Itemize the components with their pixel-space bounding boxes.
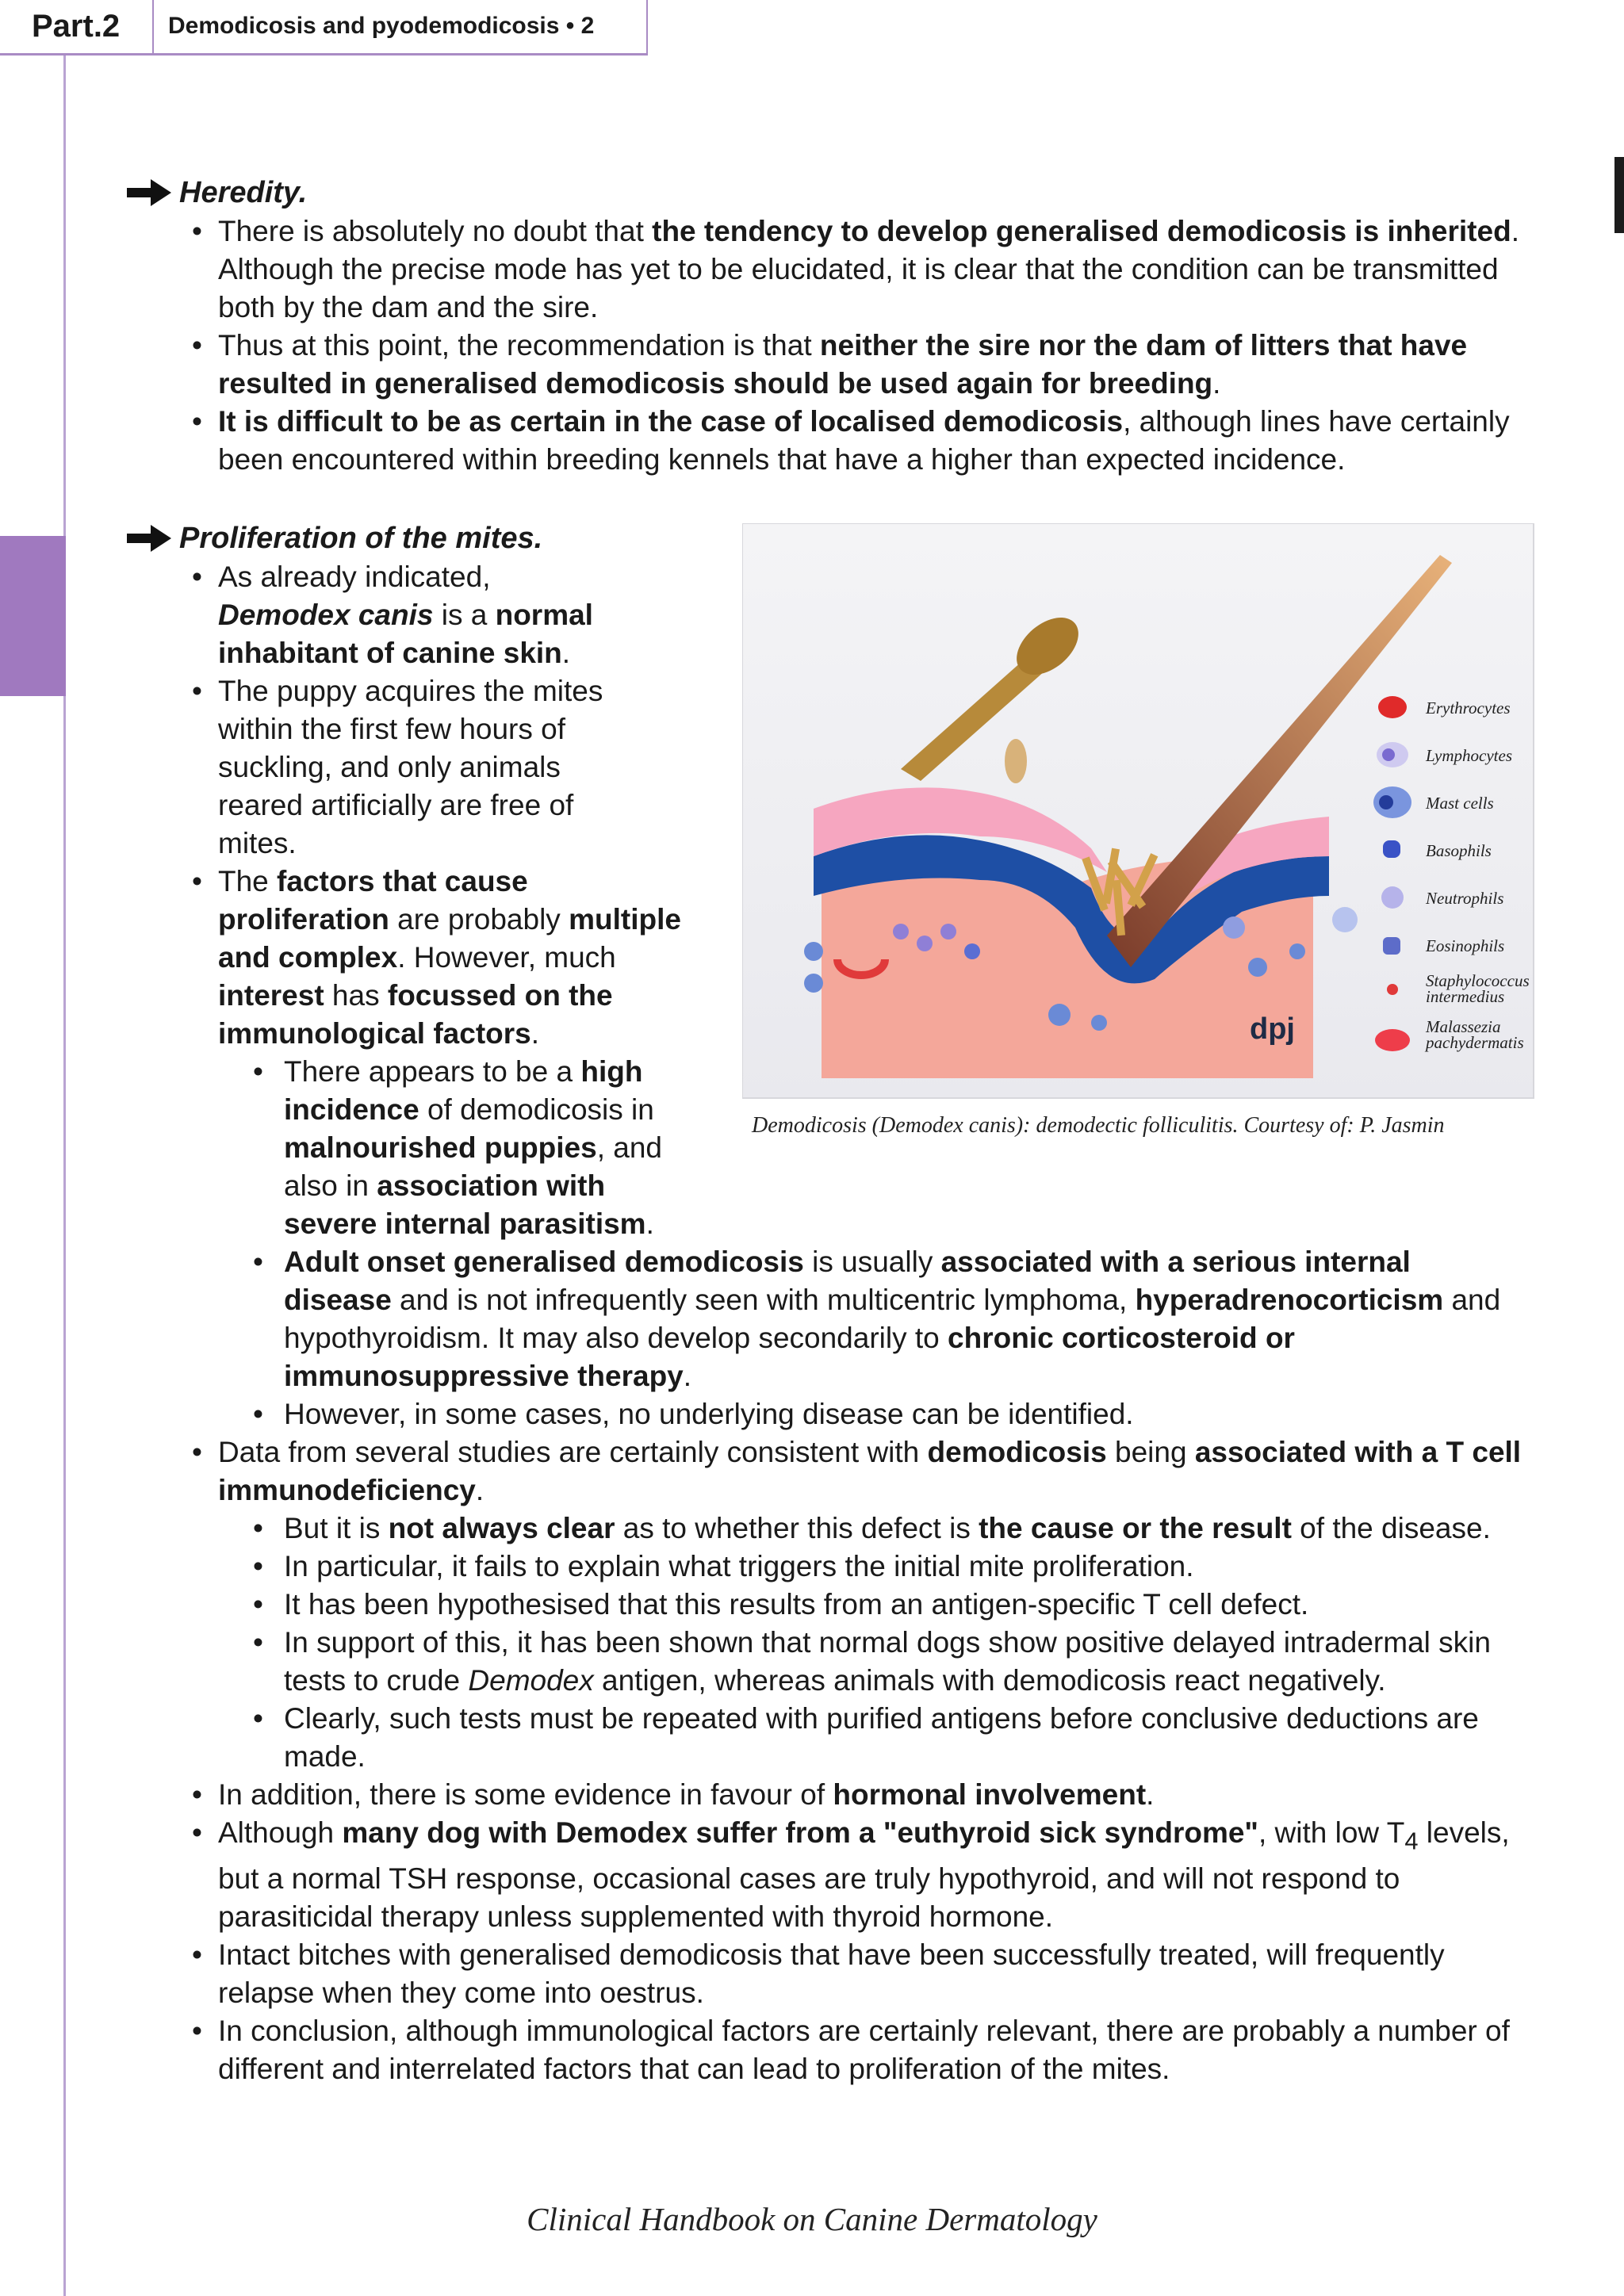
section-title: Proliferation of the mites. (179, 522, 543, 555)
neutrophil-swatch (1381, 886, 1404, 909)
arrow-right-icon (127, 179, 171, 206)
figure-caption: Demodicosis (Demodex canis): demodectic folliculitis. Courtesy of: P. Jasmin (752, 1113, 1445, 1138)
legend-eosinophils: Eosinophils (1426, 936, 1505, 955)
sub-list-item: • But it is not always clear as to whether this defect is the cause or the result of the disease. (253, 1512, 1491, 1544)
legend-mast-cells: Mast cells (1426, 794, 1494, 813)
section-heredity (127, 173, 1522, 479)
legend-basophils: Basophils (1426, 841, 1492, 860)
legend-malassezia: Malassezia (1426, 1017, 1501, 1036)
erythrocyte-swatch (1378, 696, 1407, 718)
sub-list-item: • Clearly, such tests must be repeated with purified antigens before conclusive deductions are made. (253, 1702, 1479, 1773)
eosinophil-swatch (1383, 937, 1400, 955)
list-item: • In conclusion, although immunological factors are certainly relevant, there are probably a number of different and interrelated factors that can lead to proliferation of the mites. (192, 2015, 1510, 2086)
list-item: • Intact bitches with generalised demodicosis that have been successfully treated, will frequently relapse when they come into oestrus. (192, 1938, 1445, 2010)
list-item: • There is absolutely no doubt that the tendency to develop generalised demodicosis is inherited. Although the precise mode has yet to be elucidated, it is clear that the condition can be transmitted both by the dam and the sire. (192, 215, 1519, 323)
legend-malassezia-2: pachydermatis (1426, 1033, 1524, 1052)
sub-list-item: • There appears to be a high incidence of demodicosis in malnourished puppies, and also in association with severe internal parasitism. (253, 1055, 663, 1240)
part-label: Part.2 (0, 0, 152, 55)
list-item: • Thus at this point, the recommendation is that neither the sire nor the dam of litters that have resulted in generalised demodicosis should be used again for breeding. (192, 329, 1468, 400)
page-header (0, 0, 648, 55)
demodicosis-illustration (742, 523, 1535, 1102)
legend-neutrophils: Neutrophils (1426, 889, 1504, 908)
margin-rule (63, 55, 66, 2296)
sub-bullet-list (218, 1053, 1522, 1433)
sub-list-item: • In particular, it fails to explain what triggers the initial mite proliferation. (253, 1550, 1194, 1582)
bullet-list (127, 212, 1522, 479)
staphylococcus-swatch (1387, 984, 1398, 995)
arrow-right-icon (127, 525, 171, 552)
list-item: • Data from several studies are certainly consistent with demodicosis being associated with a T cell immunodeficiency. (192, 1436, 1522, 1506)
legend-lymphocytes: Lymphocytes (1426, 746, 1513, 765)
sub-list-item: • It has been hypothesised that this results from an antigen-specific T cell defect. (253, 1588, 1309, 1621)
chapter-title: Demodicosis and pyodemodicosis • 2 (152, 0, 648, 55)
chapter-tab-marker (0, 536, 66, 696)
list-item: • As already indicated, Demodex canis is a normal inhabitant of canine skin. (192, 561, 593, 669)
sub-list-item: • However, in some cases, no underlying disease can be identified. (253, 1398, 1134, 1430)
list-item: • It is difficult to be as certain in the case of localised demodicosis, although lines have certainly been encountered within breeding kennels that have a higher than expected incidence. (192, 405, 1510, 476)
list-item: • The puppy acquires the mites within the first few hours of suckling, and only animals reared artificially are free of mites. (192, 675, 603, 859)
page-edge-marker (1614, 157, 1624, 233)
sublist-container (127, 1510, 1522, 1776)
list-item: • Although many dog with Demodex suffer from a "euthyroid sick syndrome", with low $T_4$ levels, but a normal TSH response, occasional cases are truly hypothyroid, and will not respond to parasiticidal therapy unless supplemented with thyroid hormone. (192, 1816, 1510, 1934)
list-item: • The factors that cause proliferation are probably multiple and complex. However, much interest has focussed on the immunological factors. (192, 865, 681, 1050)
section-heading (127, 173, 1522, 212)
malassezia-swatch (1375, 1029, 1410, 1051)
section-title: Heredity. (179, 176, 308, 209)
skin-diagram (742, 523, 1535, 1102)
legend-erythrocytes: Erythrocytes (1426, 698, 1511, 718)
legend-staphylococcus-2: intermedius (1426, 987, 1505, 1006)
page-footer: Clinical Handbook on Canine Dermatology (527, 2201, 1097, 2237)
list-item: • In addition, there is some evidence in favour of hormonal involvement. (192, 1778, 1155, 1811)
figure-watermark: dpj (1250, 1012, 1295, 1046)
legend-staphylococcus: Staphylococcus (1426, 971, 1530, 990)
sub-bullet-list (218, 1510, 1522, 1776)
sub-list-item: • Adult onset generalised demodicosis is usually associated with a serious internal disease and is not infrequently seen with multicentric lymphoma, hyperadrenocorticism and hypothyroidism. It may also develop secondarily to chronic corticosteroid or immunosuppressive therapy. (253, 1246, 1501, 1392)
sub-list-item: • In support of this, it has been shown that normal dogs show positive delayed intradermal skin tests to crude Demodex antigen, whereas animals with demodicosis react negatively. (253, 1626, 1491, 1697)
page-body (127, 173, 1522, 2128)
sublist-container (127, 1053, 1522, 1433)
basophil-swatch (1383, 840, 1400, 858)
mite-egg (1005, 739, 1027, 783)
